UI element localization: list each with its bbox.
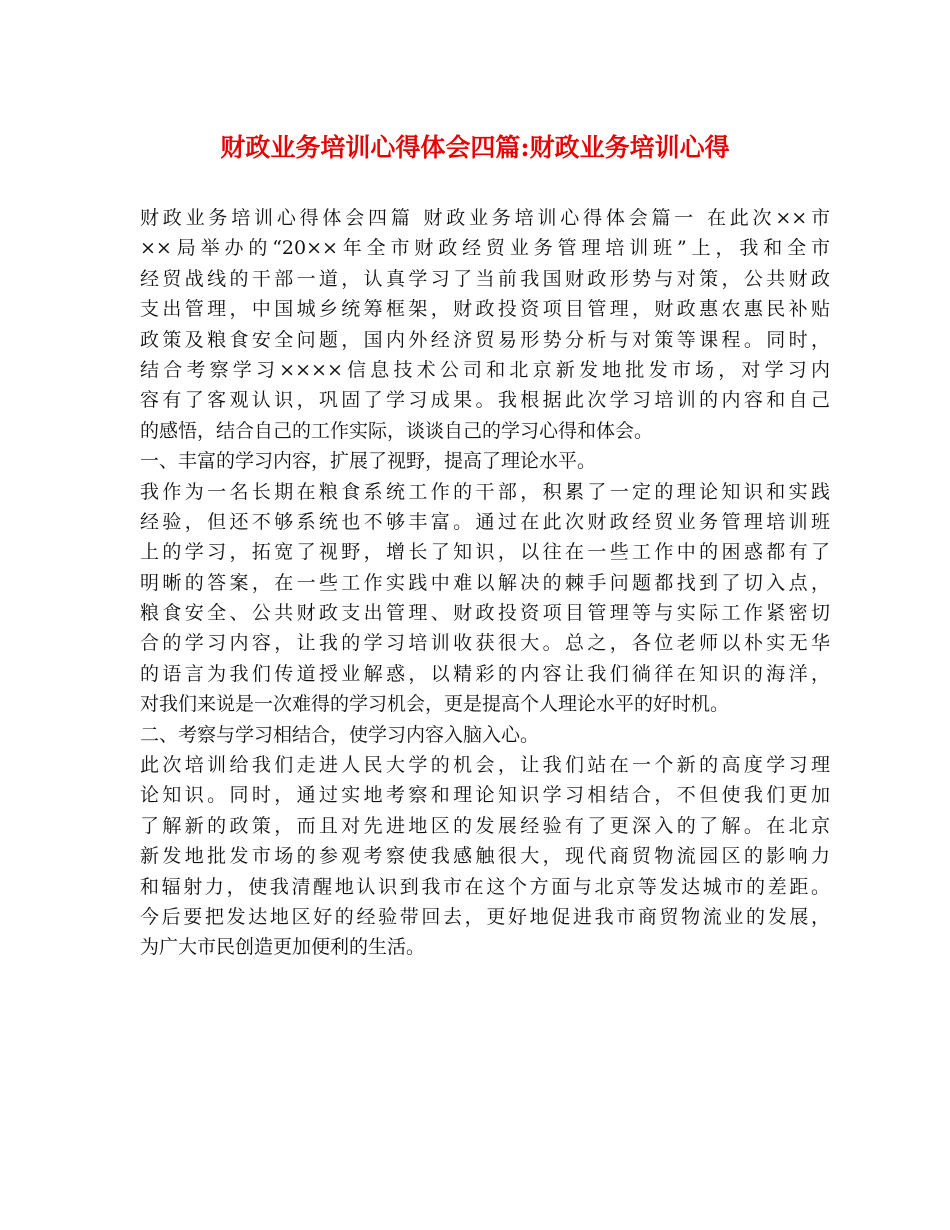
section-heading: 一、丰富的学习内容，扩展了视野，提高了理论水平。 (140, 450, 597, 473)
text-line: 我作为一名长期在粮食系统工作的干部，积累了一定的理论知识和实践 (140, 480, 830, 503)
text-line: 合的学习内容，让我的学习培训收获很大。总之，各位老师以朴实无华 (140, 632, 830, 655)
text-line: 明晰的答案，在一些工作实践中难以解决的棘手问题都找到了切入点， (140, 571, 830, 594)
text-line: 了解新的政策，而且对先进地区的发展经验有了更深入的了解。在北京 (140, 814, 830, 837)
text-line: 论知识。同时，通过实地考察和理论知识学习相结合，不但使我们更加 (140, 784, 830, 807)
document-title: 财政业务培训心得体会四篇:财政业务培训心得 (220, 133, 730, 162)
text-line: 和辐射力，使我清醒地认识到我市在这个方面与北京等发达城市的差距。 (140, 875, 830, 898)
text-line: 此次培训给我们走进人民大学的机会，让我们站在一个新的高度学习理 (140, 754, 830, 777)
text-line: ××局举办的“20××年全市财政经贸业务管理培训班”上，我和全市 (140, 237, 830, 260)
document-body (140, 203, 830, 963)
text-line: 的语言为我们传道授业解惑，以精彩的内容让我们徜徉在知识的海洋， (140, 662, 830, 685)
text-line: 财政业务培训心得体会四篇 财政业务培训心得体会篇一 在此次××市 (140, 207, 830, 229)
text-line: 的感悟，结合自己的工作实际，谈谈自己的学习心得和体会。 (140, 419, 654, 442)
text-line: 经验，但还不够系统也不够丰富。通过在此次财政经贸业务管理培训班 (140, 510, 830, 533)
text-line: 结合考察学习××××信息技术公司和北京新发地批发市场，对学习内 (140, 358, 830, 381)
text-line: 今后要把发达地区好的经验带回去，更好地促进我市商贸物流业的发展， (140, 905, 830, 928)
text-line: 政策及粮食安全问题，国内外经济贸易形势分析与对策等课程。同时， (140, 328, 830, 351)
text-line: 对我们来说是一次难得的学习机会，更是提高个人理论水平的好时机。 (140, 693, 730, 716)
text-line: 支出管理，中国城乡统筹框架，财政投资项目管理，财政惠农惠民补贴 (140, 298, 830, 321)
text-line: 上的学习，拓宽了视野，增长了知识，以往在一些工作中的困惑都有了 (140, 541, 830, 564)
text-line: 为广大市民创造更加便利的生活。 (140, 936, 426, 959)
text-line: 新发地批发市场的参观考察使我感触很大，现代商贸物流园区的影响力 (140, 845, 830, 868)
text-line: 经贸战线的干部一道，认真学习了当前我国财政形势与对策，公共财政 (140, 267, 830, 290)
text-line: 粮食安全、公共财政支出管理、财政投资项目管理等与实际工作紧密切 (140, 602, 830, 625)
text-line: 容有了客观认识，巩固了学习成果。我根据此次学习培训的内容和自己 (140, 389, 830, 412)
section-heading: 二、考察与学习相结合，使学习内容入脑入心。 (140, 723, 540, 746)
